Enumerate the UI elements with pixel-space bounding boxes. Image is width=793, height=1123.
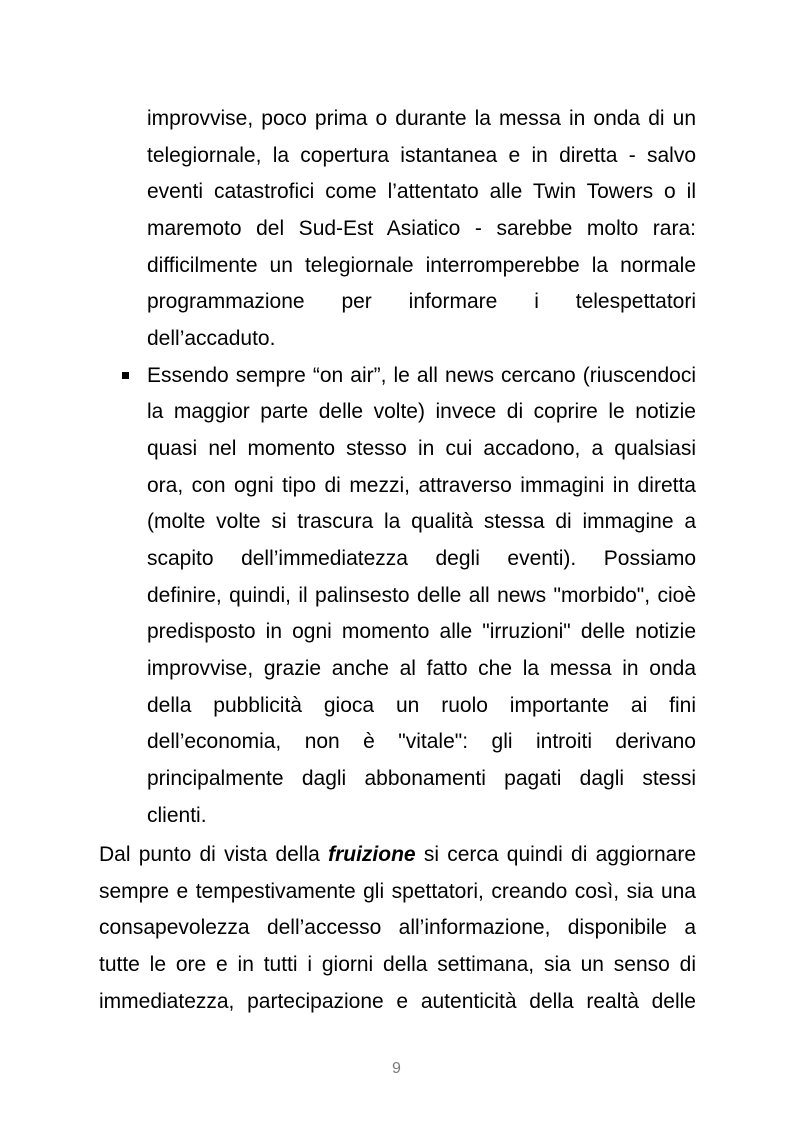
paragraph-first-line: [99, 840, 696, 870]
emphasized-term: fruizione: [328, 843, 416, 866]
text-line: ora, con ogni tipo di mezzi, attraverso immagini in diretta: [147, 474, 696, 497]
page-number: 9: [392, 1060, 401, 1077]
text-line: improvvise, grazie anche al fatto che la messa in onda: [147, 657, 696, 680]
text-line: clienti.: [147, 804, 207, 827]
text-line: Essendo sempre “on air”, le all news cercano (riuscendoci: [147, 364, 696, 387]
text-line: telegiornale, la copertura istantanea e in diretta - salvo: [147, 144, 696, 167]
text-segment: Dal punto di vista della: [99, 843, 320, 866]
text-line: la maggior parte delle volte) invece di coprire le notizie: [147, 400, 696, 423]
text-line: quasi nel momento stesso in cui accadono, a qualsiasi: [147, 437, 696, 460]
text-line: della pubblicità gioca un ruolo importante ai fini: [147, 694, 696, 717]
text-line: eventi catastrofici come l’attentato alle Twin Towers o il: [147, 180, 696, 203]
text-line: difficilmente un telegiornale interromperebbe la normale: [147, 254, 696, 277]
text-line: immediatezza, partecipazione e autenticità della realtà delle: [99, 990, 696, 1013]
text-line: dell’economia, non è "vitale": gli introiti derivano: [147, 730, 696, 753]
text-line: definire, quindi, il palinsesto delle all news "morbido", cioè: [147, 584, 696, 607]
text-line: sempre e tempestivamente gli spettatori, creando così, sia una: [99, 880, 696, 903]
text-segment: si cerca quindi di aggiornare: [423, 843, 697, 866]
text-line: programmazione per informare i telespettatori: [147, 290, 696, 313]
text-line: maremoto del Sud-Est Asiatico - sarebbe molto rara:: [147, 217, 696, 240]
bullet-marker: [122, 372, 129, 379]
text-line: improvvise, poco prima o durante la messa in onda di un: [147, 107, 696, 130]
text-line: predisposto in ogni momento alle "irruzioni" delle notizie: [147, 620, 696, 643]
text-line: principalmente dagli abbonamenti pagati dagli stessi: [147, 767, 696, 790]
text-line: (molte volte si trascura la qualità stessa di immagine a: [147, 510, 696, 533]
text-line: scapito dell’immediatezza degli eventi). Possiamo: [147, 547, 696, 570]
text-line: tutte le ore e in tutti i giorni della settimana, sia un senso di: [99, 953, 696, 976]
text-line: dell’accaduto.: [147, 327, 276, 350]
text-line: consapevolezza dell’accesso all’informazione, disponibile a: [99, 916, 696, 939]
